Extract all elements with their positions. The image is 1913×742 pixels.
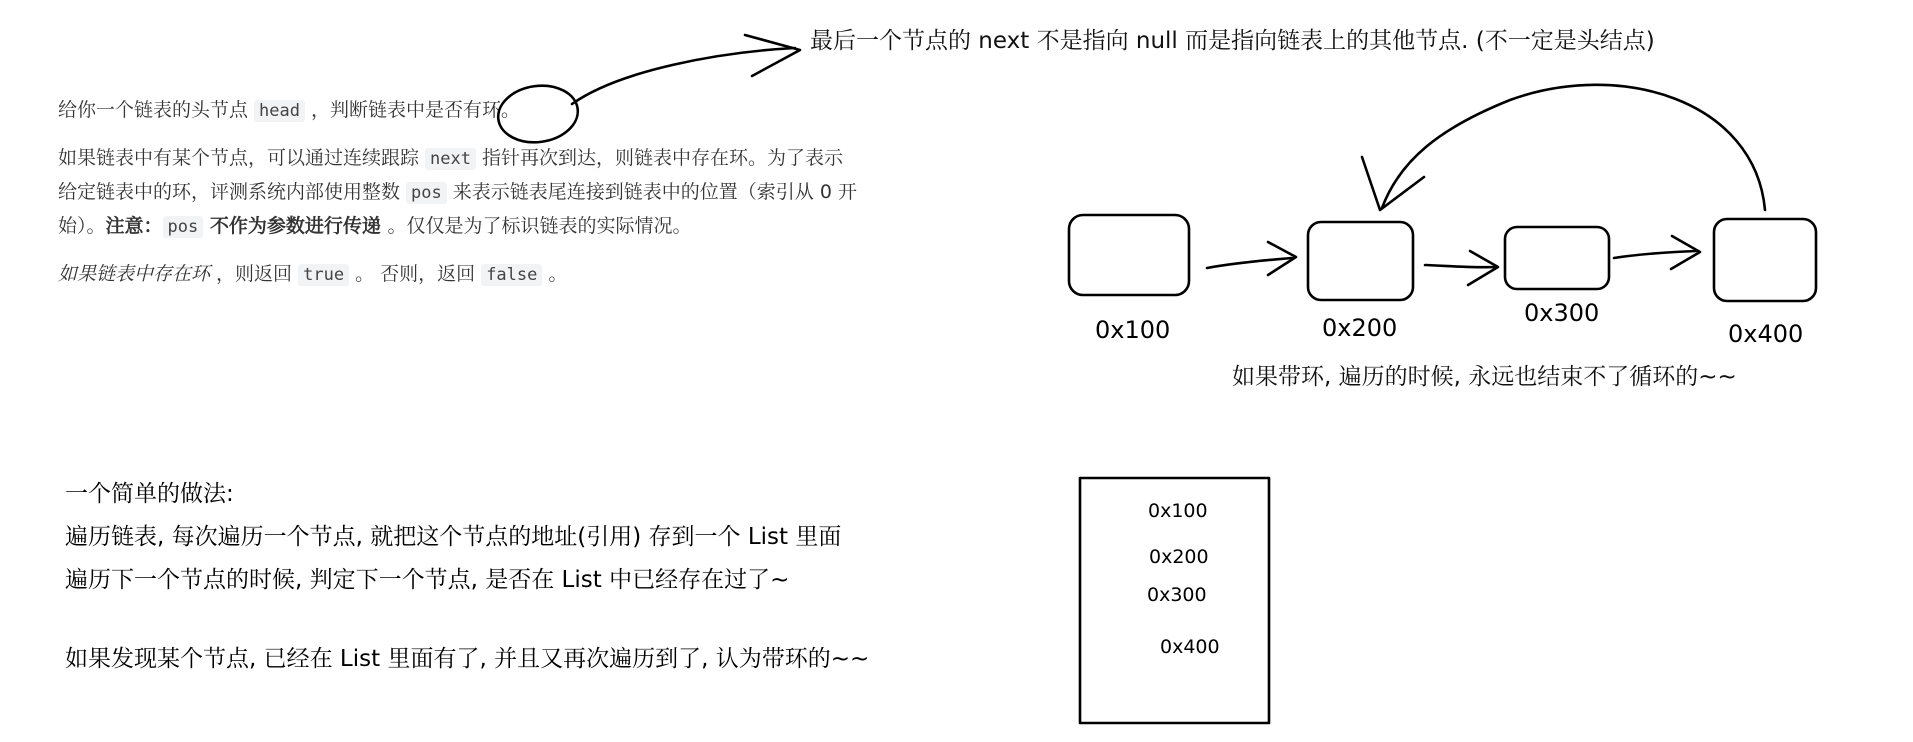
node-label-0x200: 0x200	[1322, 314, 1398, 342]
note-label: 注意：	[105, 215, 163, 237]
node-box-0x300	[1505, 227, 1609, 289]
problem-italic: 如果链表中存在环	[58, 263, 211, 285]
node-box-0x200	[1308, 222, 1413, 300]
notes-line-1: 一个简单的做法:	[65, 481, 234, 507]
loop-caption: 如果带环, 遍历的时候, 永远也结束不了循环的~~	[1232, 364, 1737, 390]
next-arrow-3	[1614, 251, 1697, 258]
problem-text: 。 否则，返回	[349, 263, 482, 285]
code-head: head	[254, 100, 305, 122]
code-pos: pos	[406, 182, 447, 204]
code-pos: pos	[163, 216, 204, 238]
notes-line-4: 如果发现某个节点, 已经在 List 里面有了, 并且又再次遍历到了, 认为带环的~~	[65, 646, 870, 672]
problem-text: 来表示链表尾连接到链表中的位置（索引从 0 开始）。	[58, 181, 857, 237]
node-label-0x400: 0x400	[1728, 320, 1804, 348]
code-false: false	[481, 264, 542, 286]
notes-spacer	[65, 602, 869, 638]
node-label-0x300: 0x300	[1524, 299, 1600, 327]
note-text: 不作为参数进行传递	[203, 215, 388, 237]
pointer-curve	[572, 48, 795, 104]
problem-text: ，判断链表中是否有环。	[305, 99, 521, 121]
problem-text: 。	[542, 263, 568, 285]
problem-text: 给你一个链表的头节点	[58, 99, 255, 121]
list-item-0x100: 0x100	[1148, 500, 1208, 522]
circle-annotation	[494, 81, 581, 148]
problem-text: 指针再次到达，则链表中存在环。为了表示给定链表中的环，评测系统内部使用整数	[58, 147, 844, 203]
problem-text: 。仅仅是为了标识链表的实际情况。	[387, 215, 692, 237]
notes-line-3: 遍历下一个节点的时候, 判定下一个节点, 是否在 List 中已经存在过了~	[65, 567, 790, 593]
top-annotation: 最后一个节点的 next 不是指向 null 而是指向链表上的其他节点. (不一定是头结点)	[810, 28, 1655, 54]
code-true: true	[298, 264, 349, 286]
notes-line-2: 遍历链表, 每次遍历一个节点, 就把这个节点的地址(引用) 存到一个 List 里面	[65, 524, 842, 550]
node-box-0x100	[1069, 215, 1189, 295]
explanation-notes	[65, 473, 869, 681]
node-box-0x400	[1714, 219, 1816, 301]
code-next: next	[425, 148, 476, 170]
node-label-0x100: 0x100	[1095, 316, 1171, 344]
problem-text: ，则返回	[210, 263, 299, 285]
pointer-arrowhead	[745, 35, 800, 76]
list-item-0x300: 0x300	[1147, 584, 1207, 606]
loop-back-arrow	[1382, 85, 1765, 210]
list-item-0x200: 0x200	[1149, 546, 1209, 568]
list-item-0x400: 0x400	[1160, 636, 1220, 658]
problem-text: 如果链表中有某个节点，可以通过连续跟踪	[58, 147, 426, 169]
next-arrow-2	[1425, 265, 1496, 267]
